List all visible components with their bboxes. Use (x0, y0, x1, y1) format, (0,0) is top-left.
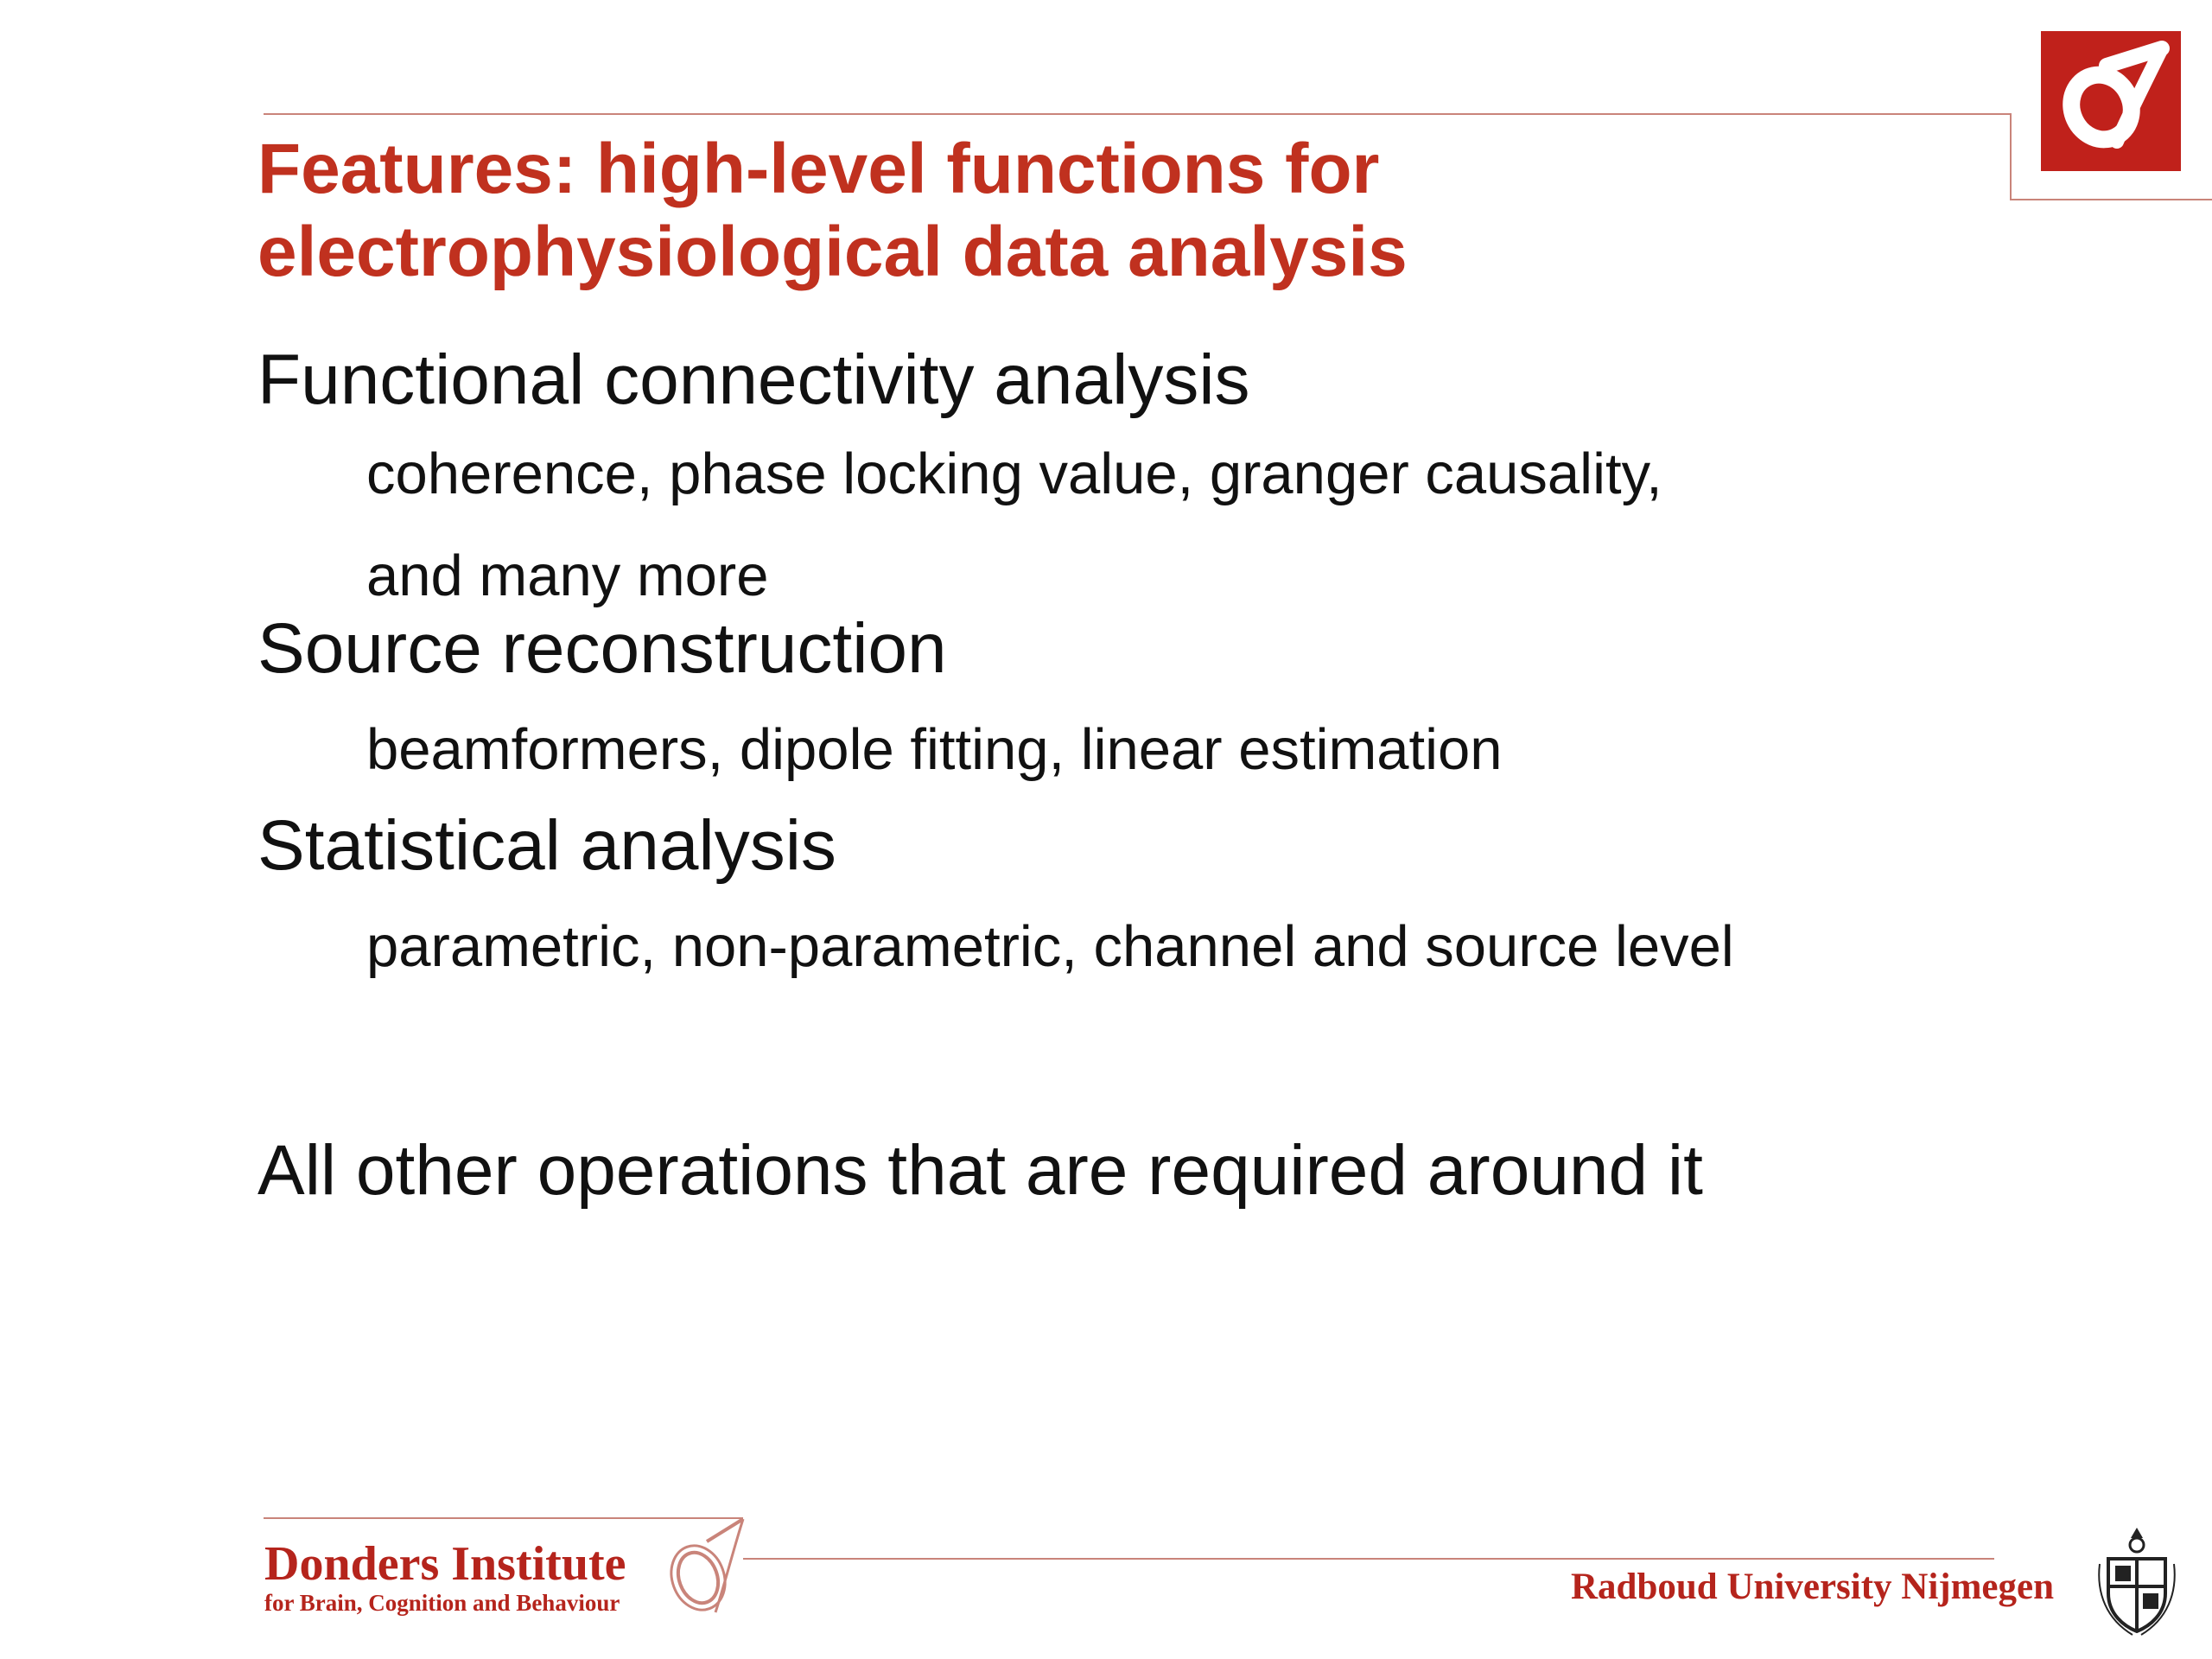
radboud-seal-icon (2089, 1524, 2184, 1638)
section-detail: parametric, non-parametric, channel and source level (366, 914, 1734, 979)
section-heading-statistics: Statistical analysis (257, 806, 836, 885)
institute-subtitle: for Brain, Cognition and Behaviour (264, 1590, 620, 1616)
section-detail: coherence, phase locking value, granger causality, (366, 442, 1662, 506)
donders-mark-icon (664, 1517, 747, 1616)
institute-name: Donders Institute (264, 1537, 626, 1591)
section-detail: and many more (366, 543, 769, 608)
header-rule (264, 113, 2011, 115)
donders-institute-logo (264, 1538, 626, 1616)
header-rule-vertical (2010, 113, 2012, 200)
section-heading-source: Source reconstruction (257, 609, 947, 688)
slide-body (257, 337, 1986, 1214)
page-title (257, 128, 1899, 294)
footer-rule (743, 1558, 1994, 1560)
university-name: Radboud University Nijmegen (1571, 1567, 2055, 1607)
section-heading-connectivity: Functional connectivity analysis (257, 340, 1250, 419)
donders-logo-icon (2041, 31, 2181, 171)
title-line-2: electrophysiological data analysis (257, 213, 1408, 291)
closing-statement: All other operations that are required around it (257, 1131, 1703, 1210)
header-rule-right (2010, 199, 2212, 200)
title-line-1: Features: high-level functions for (257, 130, 1380, 208)
section-detail: beamformers, dipole fitting, linear estimation (366, 717, 1503, 782)
